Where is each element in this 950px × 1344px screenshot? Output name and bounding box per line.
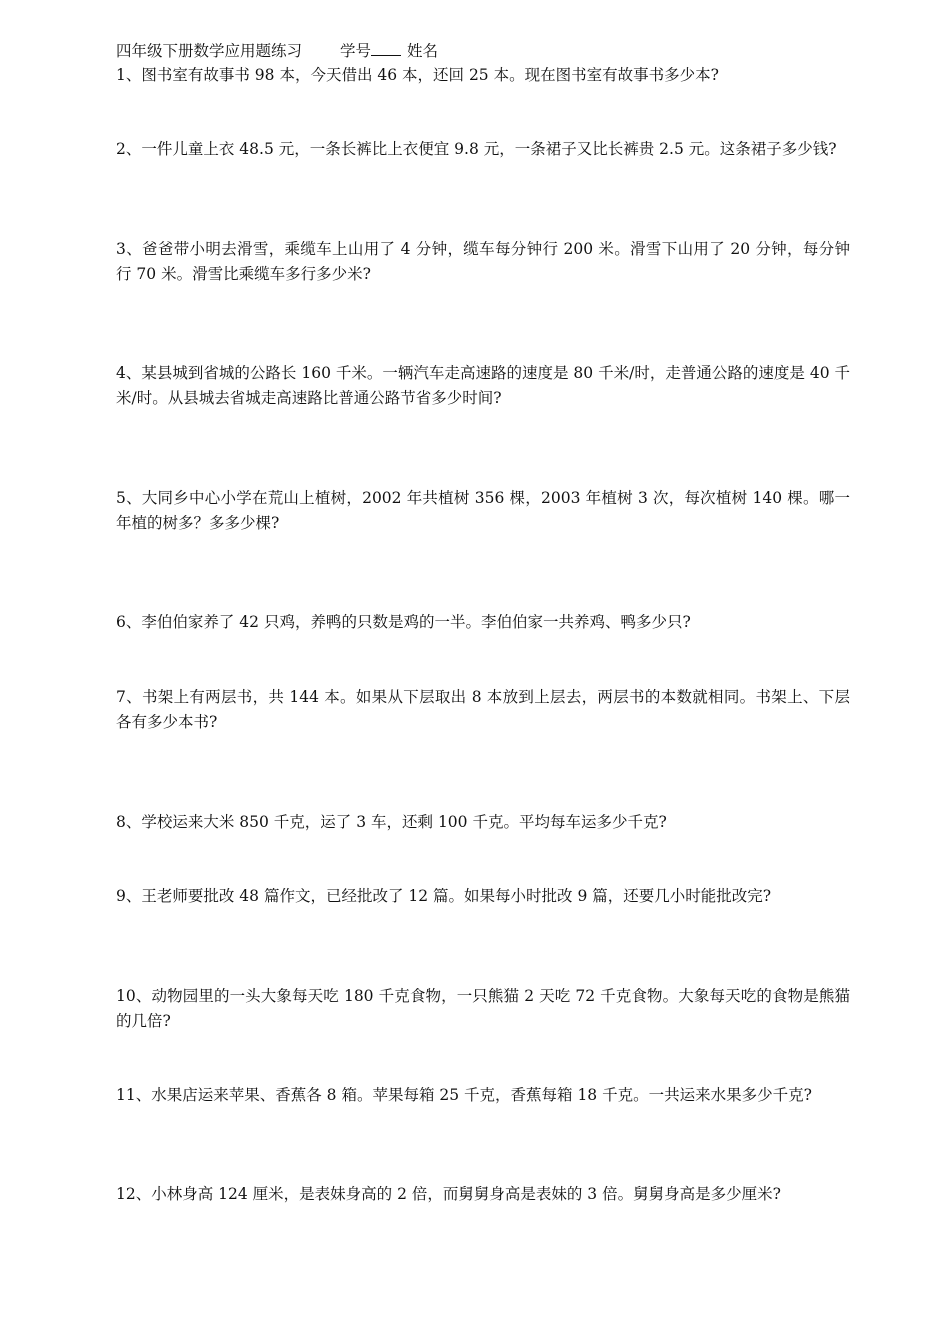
question-11: 11、水果店运来苹果、香蕉各 8 箱。苹果每箱 25 千克，香蕉每箱 18 千克。一共运来水果多少千克? (116, 1086, 812, 1104)
question-2: 2、一件儿童上衣 48.5 元，一条长裤比上衣便宜 9.8 元，一条裙子又比长裤贵 2.5 元。这条裙子多少钱? (116, 140, 837, 158)
student-id-blank (371, 41, 401, 56)
question-7: 7、书架上有两层书，共 144 本。如果从下层取出 8 本放到上层去，两层书的本数就相同。书架上、下层各有多少本书? (116, 688, 850, 731)
question-12: 12、小林身高 124 厘米，是表妹身高的 2 倍，而舅舅身高是表妹的 3 倍。舅舅身高是多少厘米? (116, 1185, 781, 1203)
question-3: 3、爸爸带小明去滑雪，乘缆车上山用了 4 分钟，缆车每分钟行 200 米。滑雪下山用了 20 分钟，每分钟行 70 米。滑雪比乘缆车多行多少米? (116, 240, 850, 283)
name-label: 姓名 (407, 42, 439, 60)
worksheet-header (116, 40, 438, 62)
question-4: 4、某县城到省城的公路长 160 千米。一辆汽车走高速路的速度是 80 千米/时，走普通公路的速度是 40 千米/时。从县城去省城走高速路比普通公路节省多少时间? (116, 364, 850, 407)
question-6: 6、李伯伯家养了 42 只鸡，养鸭的只数是鸡的一半。李伯伯家一共养鸡、鸭多少只? (116, 613, 691, 631)
question-5: 5、大同乡中心小学在荒山上植树，2002 年共植树 356 棵，2003 年植树 3 次，每次植树 140 棵。哪一年植的树多？多多少棵? (116, 489, 850, 532)
question-1: 1、图书室有故事书 98 本，今天借出 46 本，还回 25 本。现在图书室有故事书多少本? (116, 66, 719, 84)
question-9: 9、王老师要批改 48 篇作文，已经批改了 12 篇。如果每小时批改 9 篇，还要几小时能批改完? (116, 887, 772, 905)
worksheet-title: 四年级下册数学应用题练习 (116, 42, 303, 60)
student-id-label: 学号 (340, 42, 372, 60)
question-8: 8、学校运来大米 850 千克，运了 3 车，还剩 100 千克。平均每车运多少千克? (116, 813, 667, 831)
question-10: 10、动物园里的一头大象每天吃 180 千克食物，一只熊猫 2 天吃 72 千克食物。大象每天吃的食物是熊猫的几倍? (116, 987, 850, 1030)
